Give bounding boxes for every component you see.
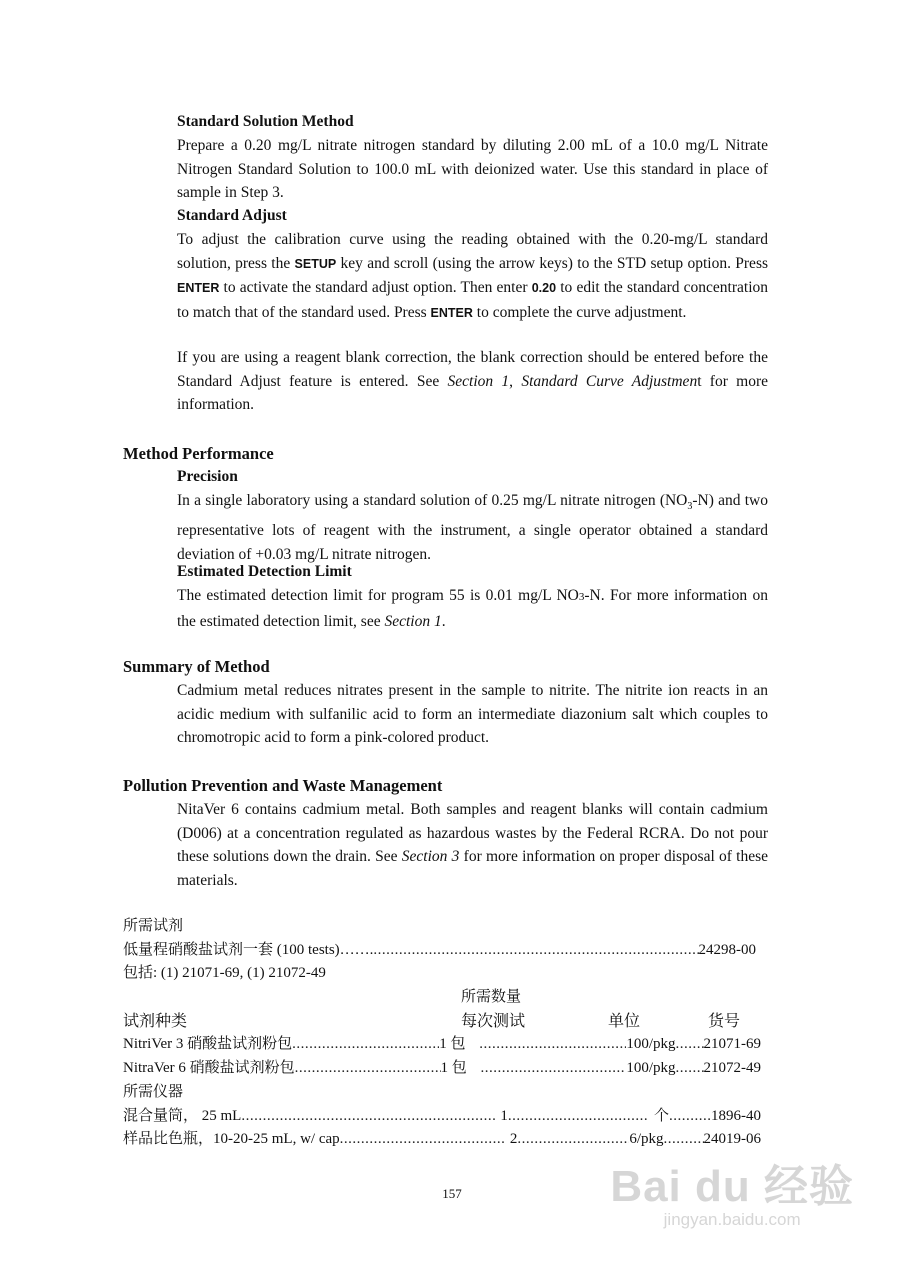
table-row: 混合量筒， 25 mL ..... 1 ..... 个 ..... 1896-40 bbox=[123, 1105, 761, 1129]
pollution-text: NitaVer 6 contains cadmium metal. Both samples and reagent blanks will contain cadmium (D006) at a concentration regulated as hazardous wastes by the Federal RCRA. Do not pour these solutions down the drain. See Section 3 for more information on proper disposal of these materials. bbox=[177, 801, 768, 890]
heading-precision: Precision bbox=[177, 468, 238, 485]
kit-includes: 包括: (1) 21071-69, (1) 21072-49 bbox=[123, 965, 326, 982]
heading-method-performance: Method Performance bbox=[123, 444, 274, 463]
heading-standard-solution: Standard Solution Method bbox=[177, 113, 354, 130]
table-header bbox=[123, 1010, 761, 1034]
table-row: 样品比色瓶，10-20-25 mL, w/ cap ..... 2 ..... 6/pkg ..... 24019-06 bbox=[123, 1128, 761, 1152]
baidu-logo: Bai du 经验 bbox=[610, 1162, 854, 1211]
page-number: 157 bbox=[442, 1186, 462, 1201]
summary-text: Cadmium metal reduces nitrates present in the sample to nitrite. The nitrite ion reacts in an acidic medium with sulfanilic acid to form an intermediate diazonium salt which couples to chromotropic acid to form a pink-colored product. bbox=[177, 682, 768, 747]
col-type: 试剂种类 bbox=[123, 1012, 188, 1030]
detection-limit-text: The estimated detection limit for program 55 is 0.01 mg/L NO3-N. For more information on the estimated detection limit, see Section 1. bbox=[177, 587, 768, 630]
required-items bbox=[123, 915, 761, 1152]
baidu-watermark bbox=[610, 1150, 854, 1230]
table-row: NitraVer 6 硝酸盐试剂粉包 ..... 1 包 ..... 100/pkg ..... 21072-49 bbox=[123, 1057, 761, 1081]
table-row: NitriVer 3 硝酸盐试剂粉包 ..... 1 包 ..... 100/pkg ..... 21071-69 bbox=[123, 1033, 761, 1057]
standard-solution-text: Prepare a 0.20 mg/L nitrate nitrogen standard by diluting 2.00 mL of a 10.0 mg/L Nitrate Nitrogen Standard Solution to 100.0 mL with deionized water. Use this standard in place of sample in Step 3. bbox=[177, 137, 768, 202]
col-cat: 货号 bbox=[708, 1012, 741, 1030]
heading-pollution: Pollution Prevention and Waste Management bbox=[123, 776, 443, 795]
precision-text: In a single laboratory using a standard solution of 0.25 mg/L nitrate nitrogen $(NO_3-N)$ and two representative lots of reagent with the instrument, a single operator obtained a standard deviation of +0.03 mg/L nitrate nitrogen. bbox=[177, 492, 768, 563]
blank-correction-text: If you are using a reagent blank correction, the blank correction should be entered before the Standard Adjust feature is entered. See Section 1, Standard Curve Adjustment for more information. bbox=[177, 349, 768, 414]
heading-summary: Summary of Method bbox=[123, 657, 270, 676]
col-qty-top: 所需数量 bbox=[461, 989, 522, 1006]
reagents-heading: 所需试剂 bbox=[123, 918, 184, 934]
col-unit: 单位 bbox=[608, 1012, 641, 1030]
standard-adjust-text: To adjust the calibration curve using the reading obtained with the 0.20-mg/L standard solution, press the SETUP key and scroll (using the arrow keys) to the STD setup option. Press ENTER to activate the standard adjust option. Then enter 0.20 to edit the standard concentration to match that of the standard used. Press ENTER to complete the curve adjustment. bbox=[177, 231, 769, 322]
col-qty: 每次测试 bbox=[461, 1012, 526, 1030]
kit-row: 低量程硝酸盐试剂一套 (100 tests)……. ..... 24298-00 bbox=[123, 939, 761, 963]
heading-detection-limit: Estimated Detection Limit bbox=[177, 563, 352, 580]
watermark-url: jingyan.baidu.com bbox=[663, 1210, 801, 1229]
apparatus-heading: 所需仪器 bbox=[123, 1083, 184, 1100]
heading-standard-adjust: Standard Adjust bbox=[177, 207, 287, 224]
